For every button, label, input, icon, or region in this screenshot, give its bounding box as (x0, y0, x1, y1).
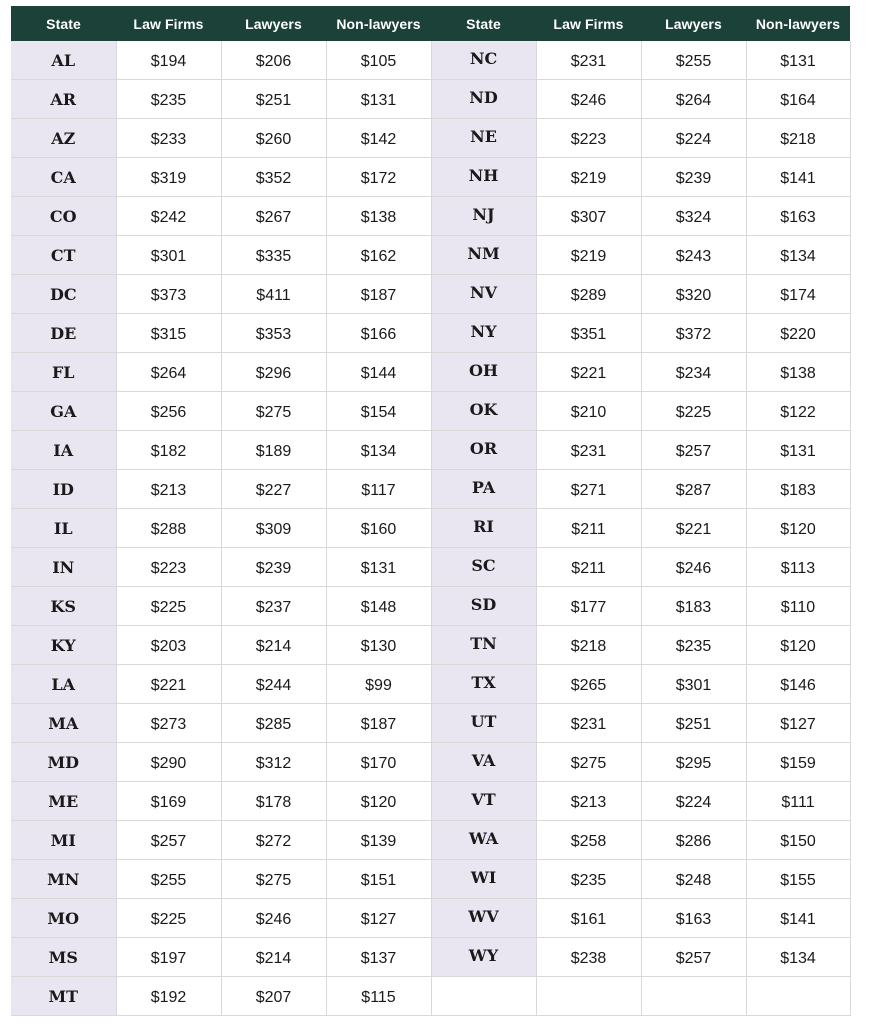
rate-cell: $214 (221, 938, 326, 977)
table-header (11, 6, 850, 41)
rate-cell: $148 (326, 587, 431, 626)
rate-cell: $169 (116, 782, 221, 821)
table-row (11, 548, 850, 587)
state-cell: IL (11, 509, 116, 548)
state-cell: AZ (11, 119, 116, 158)
state-cell: NV (431, 275, 536, 314)
rate-cell: $131 (746, 431, 850, 470)
column-header: Law Firms (116, 6, 221, 41)
state-cell: CO (11, 197, 116, 236)
rate-cell: $312 (221, 743, 326, 782)
state-cell: MD (11, 743, 116, 782)
rate-cell: $273 (116, 704, 221, 743)
rate-cell: $99 (326, 665, 431, 704)
rate-cell: $411 (221, 275, 326, 314)
state-cell: KS (11, 587, 116, 626)
rate-cell: $285 (221, 704, 326, 743)
rate-cell: $138 (746, 353, 850, 392)
state-cell: AR (11, 80, 116, 119)
table-row (11, 938, 850, 977)
table-row (11, 197, 850, 236)
rate-cell: $257 (641, 431, 746, 470)
state-cell: ME (11, 782, 116, 821)
rate-cell: $127 (746, 704, 850, 743)
rate-cell: $255 (116, 860, 221, 899)
rate-cell: $301 (641, 665, 746, 704)
state-cell: SC (431, 548, 536, 587)
rate-cell: $211 (536, 548, 641, 587)
rate-cell: $137 (326, 938, 431, 977)
rate-cell: $221 (116, 665, 221, 704)
state-cell: SD (431, 587, 536, 626)
table-row (11, 353, 850, 392)
rate-cell: $224 (641, 119, 746, 158)
table-row (11, 236, 850, 275)
table-row (11, 41, 850, 80)
rate-cell: $210 (536, 392, 641, 431)
table-row (11, 470, 850, 509)
state-cell: NC (431, 41, 536, 80)
rate-cell: $211 (536, 509, 641, 548)
rate-cell: $235 (116, 80, 221, 119)
rate-cell: $120 (326, 782, 431, 821)
rate-cell: $248 (641, 860, 746, 899)
rate-cell: $227 (221, 470, 326, 509)
rate-cell: $223 (116, 548, 221, 587)
rate-cell: $231 (536, 41, 641, 80)
rate-cell: $161 (536, 899, 641, 938)
rate-cell: $256 (116, 392, 221, 431)
rate-cell: $166 (326, 314, 431, 353)
rate-cell: $335 (221, 236, 326, 275)
rate-cell: $131 (326, 80, 431, 119)
rate-cell: $163 (641, 899, 746, 938)
rate-cell: $288 (116, 509, 221, 548)
rate-cell: $213 (116, 470, 221, 509)
state-cell: WI (431, 860, 536, 899)
rate-cell: $138 (326, 197, 431, 236)
rate-cell: $141 (746, 158, 850, 197)
rate-cell: $218 (536, 626, 641, 665)
rate-cell: $144 (326, 353, 431, 392)
state-cell: VT (431, 782, 536, 821)
rate-cell: $351 (536, 314, 641, 353)
rate-cell: $301 (116, 236, 221, 275)
column-header: State (431, 6, 536, 41)
state-cell: ID (11, 470, 116, 509)
rate-cell: $187 (326, 704, 431, 743)
rate-cell: $105 (326, 41, 431, 80)
rate-cell: $134 (326, 431, 431, 470)
rate-cell: $174 (746, 275, 850, 314)
rate-cell: $225 (116, 587, 221, 626)
column-header: Lawyers (641, 6, 746, 41)
rate-cell: $172 (326, 158, 431, 197)
rate-cell: $242 (116, 197, 221, 236)
table-row (11, 509, 850, 548)
rate-cell: $234 (641, 353, 746, 392)
rate-cell: $150 (746, 821, 850, 860)
rate-cell: $170 (326, 743, 431, 782)
rate-cell: $162 (326, 236, 431, 275)
rate-cell: $142 (326, 119, 431, 158)
state-cell: FL (11, 353, 116, 392)
rate-cell (746, 977, 850, 1016)
rate-cell: $159 (746, 743, 850, 782)
table-row (11, 314, 850, 353)
rate-cell: $290 (116, 743, 221, 782)
rate-cell: $231 (536, 431, 641, 470)
rate-cell: $183 (641, 587, 746, 626)
rate-cell: $319 (116, 158, 221, 197)
rate-cell: $160 (326, 509, 431, 548)
table-row (11, 80, 850, 119)
rate-cell: $189 (221, 431, 326, 470)
rate-cell: $178 (221, 782, 326, 821)
rate-cell: $246 (221, 899, 326, 938)
column-header: Law Firms (536, 6, 641, 41)
state-cell: LA (11, 665, 116, 704)
rate-cell: $164 (746, 80, 850, 119)
state-cell: TX (431, 665, 536, 704)
state-cell: WV (431, 899, 536, 938)
rate-cell: $207 (221, 977, 326, 1016)
rate-cell: $275 (221, 860, 326, 899)
rate-cell: $235 (641, 626, 746, 665)
rate-cell: $127 (326, 899, 431, 938)
rate-cell: $220 (746, 314, 850, 353)
state-cell: PA (431, 470, 536, 509)
column-header: Lawyers (221, 6, 326, 41)
state-cell: OK (431, 392, 536, 431)
rate-cell: $194 (116, 41, 221, 80)
rate-cell: $286 (641, 821, 746, 860)
state-cell: NE (431, 119, 536, 158)
rate-cell: $117 (326, 470, 431, 509)
rate-cell: $111 (746, 782, 850, 821)
rate-cell: $151 (326, 860, 431, 899)
table-row (11, 782, 850, 821)
table-row (11, 587, 850, 626)
rate-cell: $257 (116, 821, 221, 860)
rate-cell (641, 977, 746, 1016)
rate-cell: $218 (746, 119, 850, 158)
rate-cell: $237 (221, 587, 326, 626)
rate-cell: $139 (326, 821, 431, 860)
rate-cell: $219 (536, 236, 641, 275)
state-cell: MN (11, 860, 116, 899)
rate-cell: $155 (746, 860, 850, 899)
state-cell (431, 977, 536, 1016)
rate-cell: $223 (536, 119, 641, 158)
table-row (11, 899, 850, 938)
rate-cell: $320 (641, 275, 746, 314)
state-cell: CA (11, 158, 116, 197)
rate-cell: $120 (746, 509, 850, 548)
state-cell: GA (11, 392, 116, 431)
rate-cell: $206 (221, 41, 326, 80)
state-cell: KY (11, 626, 116, 665)
rate-cell: $264 (641, 80, 746, 119)
state-cell: IA (11, 431, 116, 470)
rate-cell: $246 (641, 548, 746, 587)
state-cell: MA (11, 704, 116, 743)
rate-cell: $213 (536, 782, 641, 821)
rate-cell: $225 (116, 899, 221, 938)
header-row (11, 6, 850, 41)
state-cell: MO (11, 899, 116, 938)
rate-cell: $122 (746, 392, 850, 431)
state-cell: IN (11, 548, 116, 587)
rate-cell (536, 977, 641, 1016)
rate-cell: $130 (326, 626, 431, 665)
state-cell: WY (431, 938, 536, 977)
rate-cell: $221 (536, 353, 641, 392)
state-cell: OH (431, 353, 536, 392)
rate-cell: $224 (641, 782, 746, 821)
rate-cell: $120 (746, 626, 850, 665)
state-cell: DE (11, 314, 116, 353)
state-cell: DC (11, 275, 116, 314)
table-row (11, 119, 850, 158)
state-cell: MT (11, 977, 116, 1016)
state-cell: CT (11, 236, 116, 275)
rate-cell: $197 (116, 938, 221, 977)
rate-cell: $287 (641, 470, 746, 509)
table-row (11, 665, 850, 704)
rate-cell: $134 (746, 236, 850, 275)
state-cell: WA (431, 821, 536, 860)
rate-cell: $271 (536, 470, 641, 509)
rate-cell: $324 (641, 197, 746, 236)
rate-cell: $272 (221, 821, 326, 860)
rate-cell: $307 (536, 197, 641, 236)
rate-cell: $110 (746, 587, 850, 626)
rate-cell: $214 (221, 626, 326, 665)
state-cell: NJ (431, 197, 536, 236)
table-row (11, 743, 850, 782)
table-row (11, 977, 850, 1016)
rates-table (11, 6, 851, 1016)
rate-cell: $238 (536, 938, 641, 977)
rate-cell: $233 (116, 119, 221, 158)
rate-cell: $265 (536, 665, 641, 704)
rate-cell: $267 (221, 197, 326, 236)
table-row (11, 626, 850, 665)
state-cell: MS (11, 938, 116, 977)
rate-cell: $372 (641, 314, 746, 353)
rate-cell: $353 (221, 314, 326, 353)
rate-cell: $309 (221, 509, 326, 548)
state-cell: NY (431, 314, 536, 353)
table-body (11, 41, 850, 1016)
rate-cell: $352 (221, 158, 326, 197)
state-cell: AL (11, 41, 116, 80)
state-cell: TN (431, 626, 536, 665)
rate-cell: $246 (536, 80, 641, 119)
column-header: State (11, 6, 116, 41)
rate-cell: $251 (221, 80, 326, 119)
rate-cell: $260 (221, 119, 326, 158)
rate-cell: $219 (536, 158, 641, 197)
rate-cell: $239 (221, 548, 326, 587)
rate-cell: $203 (116, 626, 221, 665)
rate-cell: $187 (326, 275, 431, 314)
rate-cell: $255 (641, 41, 746, 80)
rate-cell: $163 (746, 197, 850, 236)
rate-cell: $264 (116, 353, 221, 392)
rate-cell: $183 (746, 470, 850, 509)
table-row (11, 158, 850, 197)
rate-cell: $113 (746, 548, 850, 587)
table-row (11, 392, 850, 431)
rate-cell: $239 (641, 158, 746, 197)
state-cell: OR (431, 431, 536, 470)
table-row (11, 275, 850, 314)
rate-cell: $235 (536, 860, 641, 899)
column-header: Non-lawyers (746, 6, 850, 41)
table-row (11, 860, 850, 899)
state-cell: RI (431, 509, 536, 548)
state-cell: NM (431, 236, 536, 275)
table-row (11, 431, 850, 470)
rate-cell: $182 (116, 431, 221, 470)
rate-cell: $275 (536, 743, 641, 782)
state-cell: NH (431, 158, 536, 197)
rate-cell: $141 (746, 899, 850, 938)
rate-cell: $154 (326, 392, 431, 431)
rate-cell: $146 (746, 665, 850, 704)
rate-cell: $243 (641, 236, 746, 275)
rate-cell: $225 (641, 392, 746, 431)
state-cell: MI (11, 821, 116, 860)
rate-cell: $231 (536, 704, 641, 743)
rate-cell: $221 (641, 509, 746, 548)
rate-cell: $192 (116, 977, 221, 1016)
rate-cell: $275 (221, 392, 326, 431)
rate-cell: $134 (746, 938, 850, 977)
rate-cell: $257 (641, 938, 746, 977)
rate-cell: $131 (326, 548, 431, 587)
table-row (11, 704, 850, 743)
rate-cell: $131 (746, 41, 850, 80)
state-cell: UT (431, 704, 536, 743)
rate-cell: $115 (326, 977, 431, 1016)
state-cell: ND (431, 80, 536, 119)
rate-cell: $373 (116, 275, 221, 314)
rate-cell: $315 (116, 314, 221, 353)
column-header: Non-lawyers (326, 6, 431, 41)
rate-cell: $258 (536, 821, 641, 860)
rate-cell: $251 (641, 704, 746, 743)
rate-cell: $289 (536, 275, 641, 314)
state-cell: VA (431, 743, 536, 782)
rate-cell: $295 (641, 743, 746, 782)
rate-cell: $244 (221, 665, 326, 704)
rate-cell: $296 (221, 353, 326, 392)
table-row (11, 821, 850, 860)
rate-cell: $177 (536, 587, 641, 626)
